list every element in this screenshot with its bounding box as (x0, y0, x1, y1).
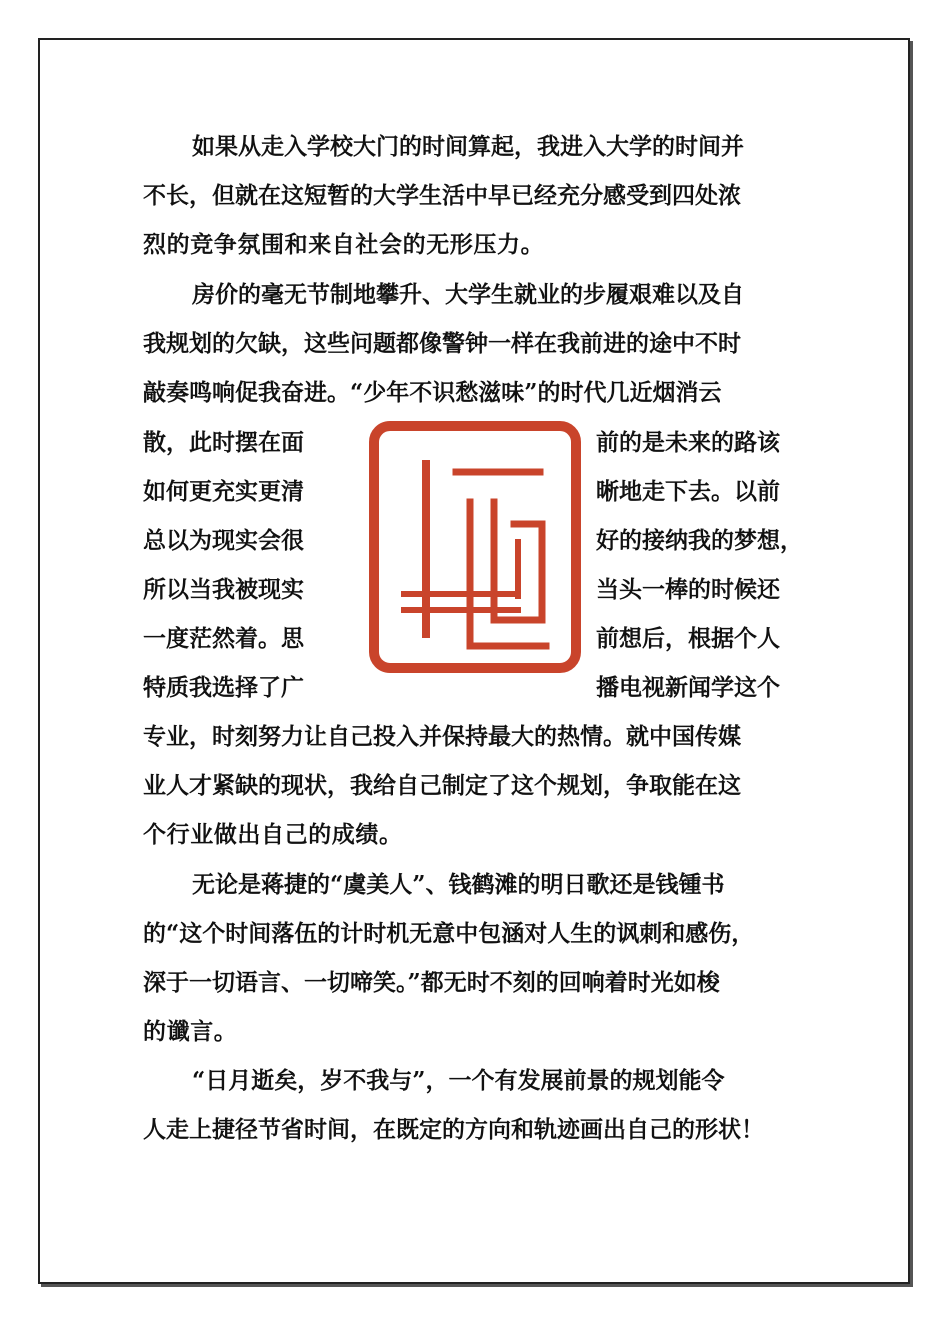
paragraph-2-after-line-1: 专业，时刻努力让自己投入并保持最大的热情。就中国传媒 (143, 723, 741, 750)
wrapped-line-left: 一度茫然着。思 (143, 625, 304, 652)
wrapped-line-right: 播电视新闻学这个 (596, 674, 780, 701)
paragraph-1-line-3: 烈的竞争氛围和来自社会的无形压力。 (143, 231, 545, 258)
paragraph-4-line-1: “日月逝矣，岁不我与”，一个有发展前景的规划能令 (192, 1067, 725, 1094)
wrapped-line-left: 所以当我被现实 (143, 576, 304, 603)
paragraph-2-line-3: 敲奏鸣响促我奋进。“少年不识愁滋味”的时代几近烟消云 (143, 379, 722, 406)
wrapped-line-left: 如何更充实更清 (143, 478, 304, 505)
paragraph-3-line-3: 深于一切语言、一切啼笑。”都无时不刻的回响着时光如梭 (143, 969, 720, 996)
paragraph-1-line-1: 如果从走入学校大门的时间算起，我进入大学的时间并 (192, 133, 744, 160)
paragraph-2-line-1: 房价的毫无节制地攀升、大学生就业的步履艰难以及自 (192, 281, 744, 308)
wrapped-line-right: 好的接纳我的梦想， (596, 527, 803, 554)
paragraph-4-line-2: 人走上捷径节省时间，在既定的方向和轨迹画出自己的形状！ (143, 1116, 764, 1143)
wrapped-line-right: 当头一棒的时候还 (596, 576, 780, 603)
paragraph-3-line-4: 的谶言。 (143, 1018, 238, 1045)
paragraph-3-line-2: 的“这个时间落伍的计时机无意中包涵对人生的讽刺和感伤， (143, 920, 755, 947)
paragraph-3-line-1: 无论是蒋捷的“虞美人”、钱鹤滩的明日歌还是钱锺书 (192, 871, 725, 898)
seal-stamp-icon (368, 420, 582, 674)
paragraph-2-after-line-3: 个行业做出自己的成绩。 (143, 821, 403, 848)
wrapped-line-right: 晰地走下去。以前 (596, 478, 780, 505)
wrapped-line-right: 前的是未来的路该 (596, 429, 780, 456)
wrapped-line-left: 总以为现实会很 (143, 527, 304, 554)
paragraph-2-line-2: 我规划的欠缺，这些问题都像警钟一样在我前进的途中不时 (143, 330, 741, 357)
paragraph-1-line-2: 不长，但就在这短暂的大学生活中早已经充分感受到四处浓 (143, 182, 741, 209)
wrapped-line-left: 散，此时摆在面 (143, 429, 304, 456)
wrapped-line-left: 特质我选择了广 (143, 674, 304, 701)
paragraph-2-after-line-2: 业人才紧缺的现状，我给自己制定了这个规划，争取能在这 (143, 772, 741, 799)
wrapped-line-right: 前想后，根据个人 (596, 625, 780, 652)
